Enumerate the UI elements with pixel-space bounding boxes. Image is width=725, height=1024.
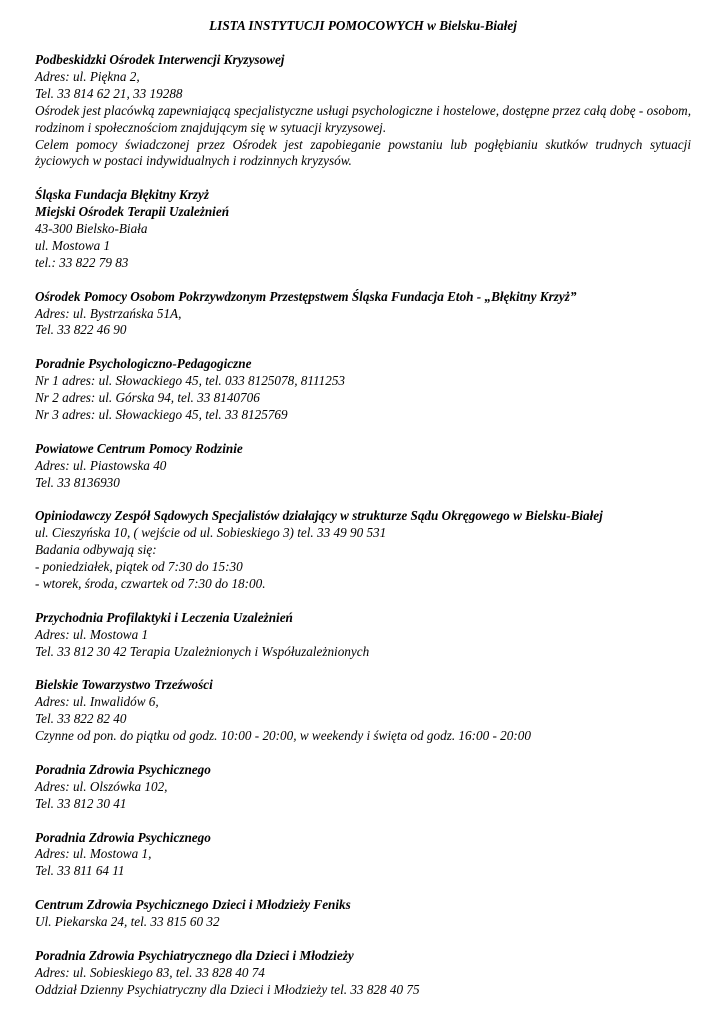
institution-detail: Tel. 33 812 30 42 Terapia Uzależnionych i Współuzależnionych (35, 643, 370, 659)
institution-name: Poradnia Zdrowia Psychicznego (35, 761, 211, 777)
institution-name: Śląska Fundacja Błękitny Krzyż (35, 187, 210, 203)
institution-name: Poradnia Zdrowia Psychicznego (35, 829, 211, 845)
institution-name: Opiniodawczy Zespół Sądowych Specjalistów działający w strukturze Sądu Okręgowego w Bielsku-Białej (35, 508, 603, 524)
institution-name: Podbeskidzki Ośrodek Interwencji Kryzysowej (35, 52, 285, 67)
institution-detail: Adres: ul. Piastowska 40 (35, 457, 167, 473)
institution-entry (35, 610, 691, 661)
institution-name: Centrum Zdrowia Psychicznego Dzieci i Młodzieży Feniks (35, 897, 351, 913)
institution-detail: 43-300 Bielsko-Biała (35, 221, 148, 237)
institution-detail: Nr 1 adres: ul. Słowackiego 45, tel. 033 8125078, 8111253 (35, 373, 346, 389)
institution-entry (35, 187, 691, 272)
institution-entry (35, 289, 691, 340)
institution-detail: Nr 3 adres: ul. Słowackiego 45, tel. 33 8125769 (35, 406, 288, 422)
institution-name: Miejski Ośrodek Terapii Uzależnień (35, 204, 230, 220)
institution-detail: Oddział Dzienny Psychiatryczny dla Dzieci i Młodzieży tel. 33 828 40 75 (35, 981, 420, 997)
institution-name: Poradnia Zdrowia Psychiatrycznego dla Dzieci i Młodzieży (35, 947, 354, 963)
institution-detail: Tel. 33 814 62 21, 33 19288 (35, 85, 183, 101)
institution-detail: Adres: ul. Mostowa 1 (35, 626, 149, 642)
institution-detail: Adres: ul. Piękna 2, (35, 68, 140, 84)
document-page (35, 18, 691, 1015)
institution-detail: Adres: ul. Inwalidów 6, (35, 694, 159, 710)
institution-detail: Adres: ul. Bystrzańska 51A, (35, 305, 182, 321)
institution-detail: Celem pomocy świadczonej przez Ośrodek jest zapobieganie powstaniu lub pogłębianiu skutków trudnych sytuacji życiowych w postaci indywidualnych i rodzinnych kryzysów. (35, 136, 691, 169)
institution-detail: - poniedziałek, piątek od 7:30 do 15:30 (35, 559, 243, 575)
institution-entry (35, 948, 691, 999)
institution-detail: Tel. 33 822 46 90 (35, 322, 127, 338)
institution-detail: tel.: 33 822 79 83 (35, 254, 129, 270)
institution-name: Ośrodek Pomocy Osobom Pokrzywdzonym Przestępstwem Śląska Fundacja Etoh - „Błękitny Krzyż” (35, 288, 577, 304)
institution-name: Poradnie Psychologiczno-Pedagogiczne (35, 356, 252, 372)
institution-entry (35, 441, 691, 492)
institution-entry (35, 762, 691, 813)
institution-detail: Tel. 33 812 30 41 (35, 795, 127, 811)
institution-entry (35, 52, 691, 170)
institution-name: Powiatowe Centrum Pomocy Rodzinie (35, 440, 243, 456)
institution-detail: Tel. 33 822 82 40 (35, 711, 127, 727)
institution-detail: Adres: ul. Olszówka 102, (35, 778, 168, 794)
institution-detail: - wtorek, środa, czwartek od 7:30 do 18:00. (35, 576, 266, 592)
institution-detail: Adres: ul. Sobieskiego 83, tel. 33 828 40 74 (35, 964, 265, 980)
institution-name: Przychodnia Profilaktyki i Leczenia Uzależnień (35, 609, 293, 625)
institution-entry (35, 508, 691, 593)
institution-detail: ul. Mostowa 1 (35, 237, 111, 253)
document-title: LISTA INSTYTUCJI POMOCOWYCH w Bielsku-Białej (209, 18, 517, 33)
institution-detail: Nr 2 adres: ul. Górska 94, tel. 33 8140706 (35, 390, 260, 406)
institution-entry (35, 356, 691, 424)
institution-detail: Ośrodek jest placówką zapewniającą specjalistyczne usługi psychologiczne i hostelowe, dostępne przez całą dobę - osobom, rodzinom i społecznościom znajdującym się w sytuacji kryzysowej. (35, 102, 691, 135)
institution-detail: ul. Cieszyńska 10, ( wejście od ul. Sobieskiego 3) tel. 33 49 90 531 (35, 525, 387, 541)
institution-detail: Tel. 33 811 64 11 (35, 863, 125, 879)
institution-entry (35, 677, 691, 745)
institution-name: Bielskie Towarzystwo Trzeźwości (35, 677, 213, 693)
institution-detail: Badania odbywają się: (35, 542, 157, 558)
institution-detail: Adres: ul. Mostowa 1, (35, 846, 152, 862)
institution-detail: Czynne od pon. do piątku od godz. 10:00 - 20:00, w weekendy i święta od godz. 16:00 - 20:00 (35, 728, 531, 744)
institution-entry (35, 830, 691, 881)
institution-detail: Ul. Piekarska 24, tel. 33 815 60 32 (35, 914, 220, 930)
institution-list (35, 52, 691, 999)
institution-detail: Tel. 33 8136930 (35, 474, 120, 490)
institution-entry (35, 897, 691, 931)
